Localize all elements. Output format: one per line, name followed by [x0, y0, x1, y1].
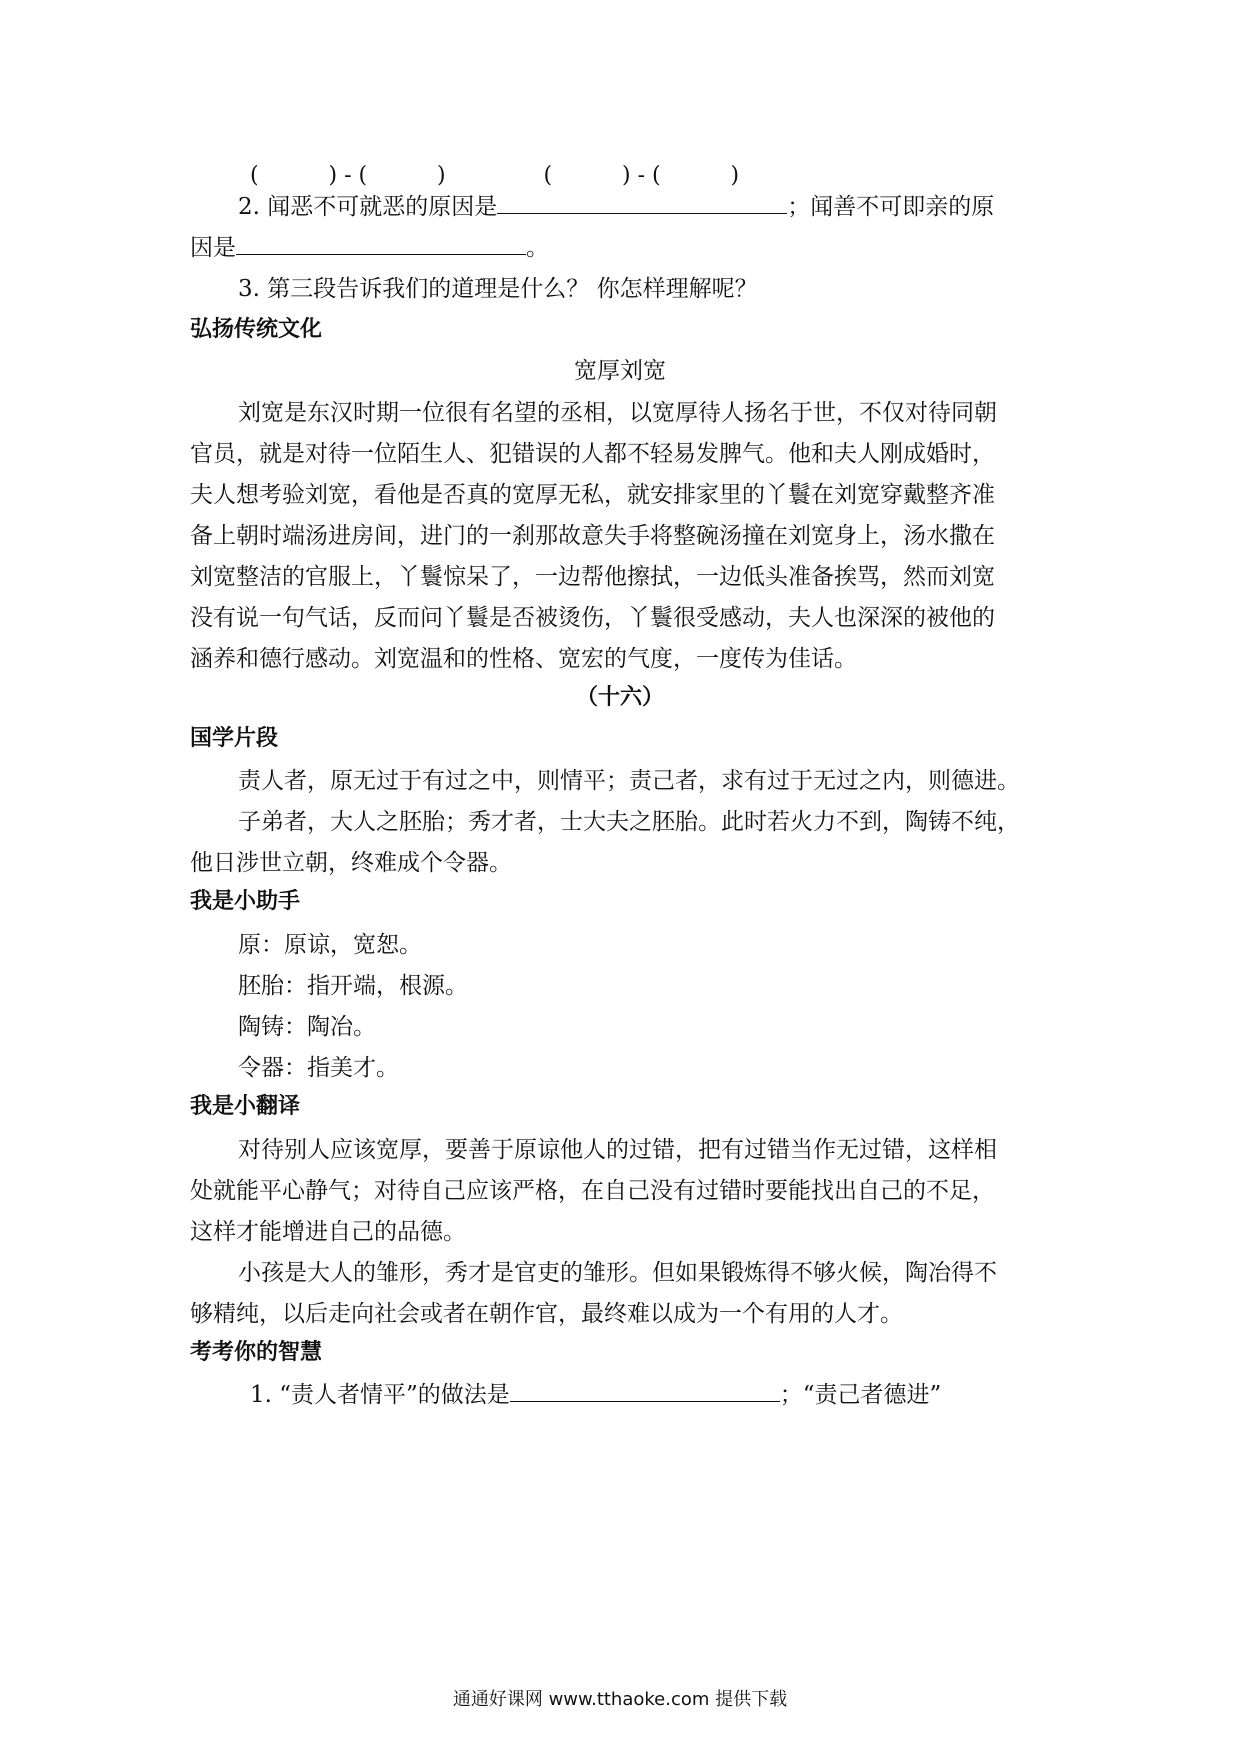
section-heading-translate: 我是小翻译	[190, 1094, 301, 1119]
story-line: 夫人想考验刘宽，看他是否真的宽厚无私，就安排家里的丫鬟在刘宽穿戴整齐准	[190, 482, 995, 508]
story-title: 宽厚刘宽	[574, 358, 666, 384]
translate-line: 这样才能增进自己的品德。	[190, 1219, 466, 1245]
story-line: 官员，就是对待一位陌生人、犯错误的人都不轻易发脾气。他和夫人刚成婚时，	[190, 441, 995, 467]
section-heading-culture: 弘扬传统文化	[190, 317, 323, 342]
translate-line: 处就能平心静气；对待自己应该严格，在自己没有过错时要能找出自己的不足，	[190, 1178, 995, 1204]
story-line: 没有说一句气话，反而问丫鬟是否被烫伤，丫鬟很受感动，夫人也深深的被他的	[190, 605, 995, 631]
story-line: 备上朝时端汤进房间，进门的一刹那故意失手将整碗汤撞在刘宽身上，汤水撒在	[190, 523, 995, 549]
guoxue-line: 他日涉世立朝，终难成个令器。	[190, 850, 512, 876]
lesson-number: （十六）	[575, 685, 664, 710]
question-2-prefix: 2. 闻恶不可就恶的原因是	[238, 194, 498, 220]
wisdom-q1-prefix: 1. “责人者情平”的做法是	[250, 1382, 510, 1408]
wisdom-question-1	[250, 1376, 1050, 1409]
story-line: 刘宽是东汉时期一位很有名望的丞相，以宽厚待人扬名于世，不仅对待同朝	[238, 400, 997, 426]
question-2-middle: ；闻善不可即亲的原	[787, 194, 995, 220]
helper-item: 陶铸：陶冶。	[238, 1014, 376, 1040]
section-heading-helper: 我是小助手	[190, 889, 301, 914]
answer-blank-w1[interactable]	[510, 1383, 780, 1402]
guoxue-line: 责人者，原无过于有过之中，则情平；责己者，求有过于无过之内，则德进。	[238, 768, 1020, 794]
section-heading-guoxue: 国学片段	[190, 726, 279, 751]
question-2-cont-prefix: 因是	[190, 235, 236, 261]
translate-line: 够精纯，以后走向社会或者在朝作官，最终难以成为一个有用的人才。	[190, 1301, 903, 1327]
section-heading-wisdom: 考考你的智慧	[190, 1340, 323, 1365]
story-line: 刘宽整洁的官服上，丫鬟惊呆了，一边帮他擦拭，一边低头准备挨骂，然而刘宽	[190, 564, 995, 590]
story-line: 涵养和德行感动。刘宽温和的性格、宽宏的气度，一度传为佳话。	[190, 646, 857, 672]
blank-pairs-row: ( ) - ( ) ( ) - ( )	[250, 163, 740, 188]
translate-line: 小孩是大人的雏形，秀才是官吏的雏形。但如果锻炼得不够火候，陶冶得不	[238, 1260, 997, 1286]
question-3: 3. 第三段告诉我们的道理是什么？ 你怎样理解呢？	[238, 276, 758, 302]
question-2-end: 。	[526, 235, 549, 261]
footer-credit: 通通好课网 www.tthaoke.com 提供下载	[452, 1689, 788, 1710]
helper-item: 令器：指美才。	[238, 1055, 399, 1081]
question-2-line1	[238, 188, 1098, 221]
answer-blank-2b[interactable]	[236, 236, 526, 255]
wisdom-q1-suffix: ；“责己者德进”	[779, 1382, 942, 1408]
question-2-line2	[190, 229, 1050, 262]
answer-blank-2a[interactable]	[497, 195, 787, 214]
translate-line: 对待别人应该宽厚，要善于原谅他人的过错，把有过错当作无过错，这样相	[238, 1137, 997, 1163]
guoxue-line: 子弟者，大人之胚胎；秀才者，士大夫之胚胎。此时若火力不到，陶铸不纯，	[238, 809, 1020, 835]
helper-item: 胚胎：指开端，根源。	[238, 973, 468, 999]
helper-item: 原：原谅，宽恕。	[238, 932, 422, 958]
